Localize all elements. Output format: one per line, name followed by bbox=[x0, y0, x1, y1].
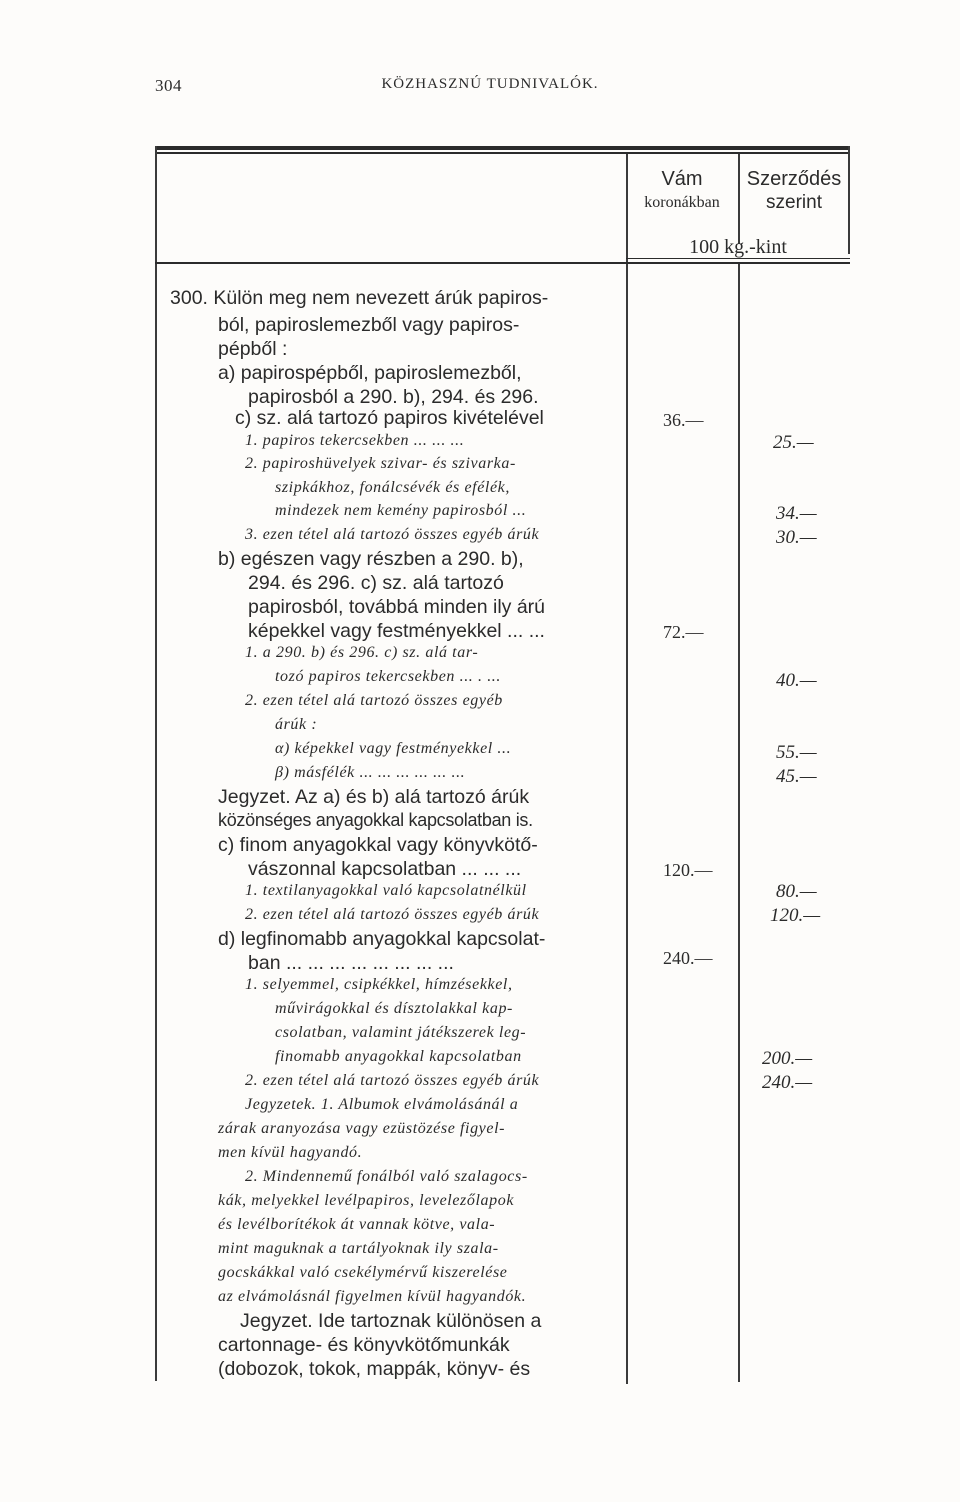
vam-value: 120.— bbox=[663, 860, 713, 880]
body-line: Jegyzet. Az a) és b) alá tartozó árúk bbox=[218, 786, 530, 808]
body-line: 3. ezen tétel alá tartozó összes egyéb árúk bbox=[245, 526, 540, 543]
body-line: közönséges anyagokkal kapcsolatban is. bbox=[218, 810, 533, 830]
body-line: c) finom anyagokkal vagy könyvkötő- bbox=[218, 834, 538, 856]
column-header-unit: 100 kg.-kint bbox=[689, 236, 787, 258]
column-divider-szerz bbox=[738, 262, 740, 1382]
header-rule bbox=[155, 262, 850, 264]
body-line: men kívül hagyandó. bbox=[218, 1144, 363, 1161]
body-line: 1. papiros tekercsekben ... ... ... bbox=[245, 432, 465, 449]
szerzodes-value: 55.— bbox=[776, 742, 817, 763]
vam-value: 36.— bbox=[663, 410, 704, 430]
body-line: papirosból, továbbá minden ily árú bbox=[248, 596, 546, 618]
body-line: művirágokkal és dísztolakkal kap- bbox=[275, 1000, 513, 1017]
body-line: kák, melyekkel levélpapiros, levelezőlapok bbox=[218, 1192, 515, 1209]
szerzodes-value: 34.— bbox=[776, 503, 817, 524]
body-line: 1. textilanyagokkal való kapcsolatnélkül bbox=[245, 882, 527, 899]
column-divider-vam bbox=[626, 154, 628, 1384]
top-rule-thin bbox=[155, 152, 850, 154]
page-number: 304 bbox=[155, 76, 182, 95]
body-line: cartonnage- és könyvkötőmunkák bbox=[218, 1334, 510, 1356]
body-line: az elvámolásnál figyelmen kívül hagyandók. bbox=[218, 1288, 527, 1305]
szerzodes-value: 25.— bbox=[773, 432, 814, 453]
body-line: és levélborítékok át vannak kötve, vala- bbox=[218, 1216, 496, 1233]
column-header-szerzodes: Szerződés bbox=[746, 168, 842, 190]
body-line: 300. Külön meg nem nevezett árúk papiros- bbox=[170, 287, 549, 309]
body-line: csolatban, valamint játékszerek leg- bbox=[275, 1024, 527, 1041]
body-line: szipkákhoz, fonálcsévék és efélék, bbox=[275, 479, 510, 496]
body-line: 1. selyemmel, csipkékkel, hímzésekkel, bbox=[245, 976, 513, 993]
body-line: Jegyzet. Ide tartoznak különösen a bbox=[240, 1310, 542, 1332]
body-line: 2. Mindennemű fonálból való szalagocs- bbox=[245, 1168, 528, 1185]
body-line: (dobozok, tokok, mappák, könyv- és bbox=[218, 1358, 531, 1380]
running-head: KÖZHASZNÚ TUDNIVALÓK. bbox=[381, 76, 599, 92]
body-line: ban ... ... ... ... ... ... ... ... bbox=[248, 952, 454, 974]
body-line: a) papirospépből, papiroslemezből, bbox=[218, 362, 522, 384]
body-line: Jegyzetek. 1. Albumok elvámolásánál a bbox=[245, 1096, 519, 1113]
szerzodes-value: 40.— bbox=[776, 670, 817, 691]
body-line: gocskákkal való csekélymérvű kiszerelése bbox=[218, 1264, 508, 1281]
body-line: β) másfélék ... ... ... ... ... ... bbox=[275, 764, 466, 781]
column-header-szerzodes-sub: szerint bbox=[766, 192, 822, 213]
vam-value: 240.— bbox=[663, 948, 713, 968]
body-line: mindezek nem kemény papirosból ... bbox=[275, 502, 527, 519]
body-line: vászonnal kapcsolatban ... ... ... bbox=[248, 858, 522, 880]
vam-value: 72.— bbox=[663, 622, 704, 642]
szerzodes-value: 240.— bbox=[762, 1072, 813, 1093]
column-header-vam: Vám bbox=[661, 168, 703, 190]
body-line: pépből : bbox=[218, 338, 288, 360]
szerzodes-value: 45.— bbox=[776, 766, 817, 787]
szerzodes-value: 200.— bbox=[762, 1048, 813, 1069]
szerzodes-value: 120.— bbox=[770, 905, 821, 926]
szerzodes-value: 80.— bbox=[776, 881, 817, 902]
body-line: zárak aranyozása vagy ezüstözése figyel- bbox=[218, 1120, 506, 1137]
body-line: tozó papiros tekercsekben ... . ... bbox=[275, 668, 501, 685]
body-line: papirosból a 290. b), 294. és 296. bbox=[248, 386, 539, 408]
body-line: finomabb anyagokkal kapcsolatban bbox=[275, 1048, 522, 1065]
body-line: α) képekkel vagy festményekkel ... bbox=[275, 740, 512, 757]
body-line: 294. és 296. c) sz. alá tartozó bbox=[248, 572, 504, 594]
body-line: c) sz. alá tartozó papiros kivételével bbox=[235, 407, 544, 429]
body-line: 2. ezen tétel alá tartozó összes egyéb árúk bbox=[245, 1072, 540, 1089]
column-header-vam-sub: koronákban bbox=[644, 194, 720, 211]
szerzodes-value: 30.— bbox=[776, 527, 817, 548]
table-right-border bbox=[848, 146, 850, 254]
body-line: d) legfinomabb anyagokkal kapcsolat- bbox=[218, 928, 546, 950]
body-line: b) egészen vagy részben a 290. b), bbox=[218, 548, 524, 570]
top-rule-thick bbox=[155, 146, 850, 150]
body-line: 2. ezen tétel alá tartozó összes egyéb árúk bbox=[245, 906, 540, 923]
body-line: 2. papiroshüvelyek szivar- és szivarka- bbox=[245, 455, 516, 472]
body-line: 2. ezen tétel alá tartozó összes egyéb bbox=[245, 692, 503, 709]
body-line: 1. a 290. b) és 296. c) sz. alá tar- bbox=[245, 644, 479, 661]
body-line: képekkel vagy festményekkel ... ... bbox=[248, 620, 545, 642]
body-line: ból, papiroslemezből vagy papiros- bbox=[218, 314, 520, 336]
table-left-border bbox=[155, 146, 157, 1381]
body-line: árúk : bbox=[275, 716, 318, 733]
body-line: mint maguknak a tartályoknak ily szala- bbox=[218, 1240, 499, 1257]
